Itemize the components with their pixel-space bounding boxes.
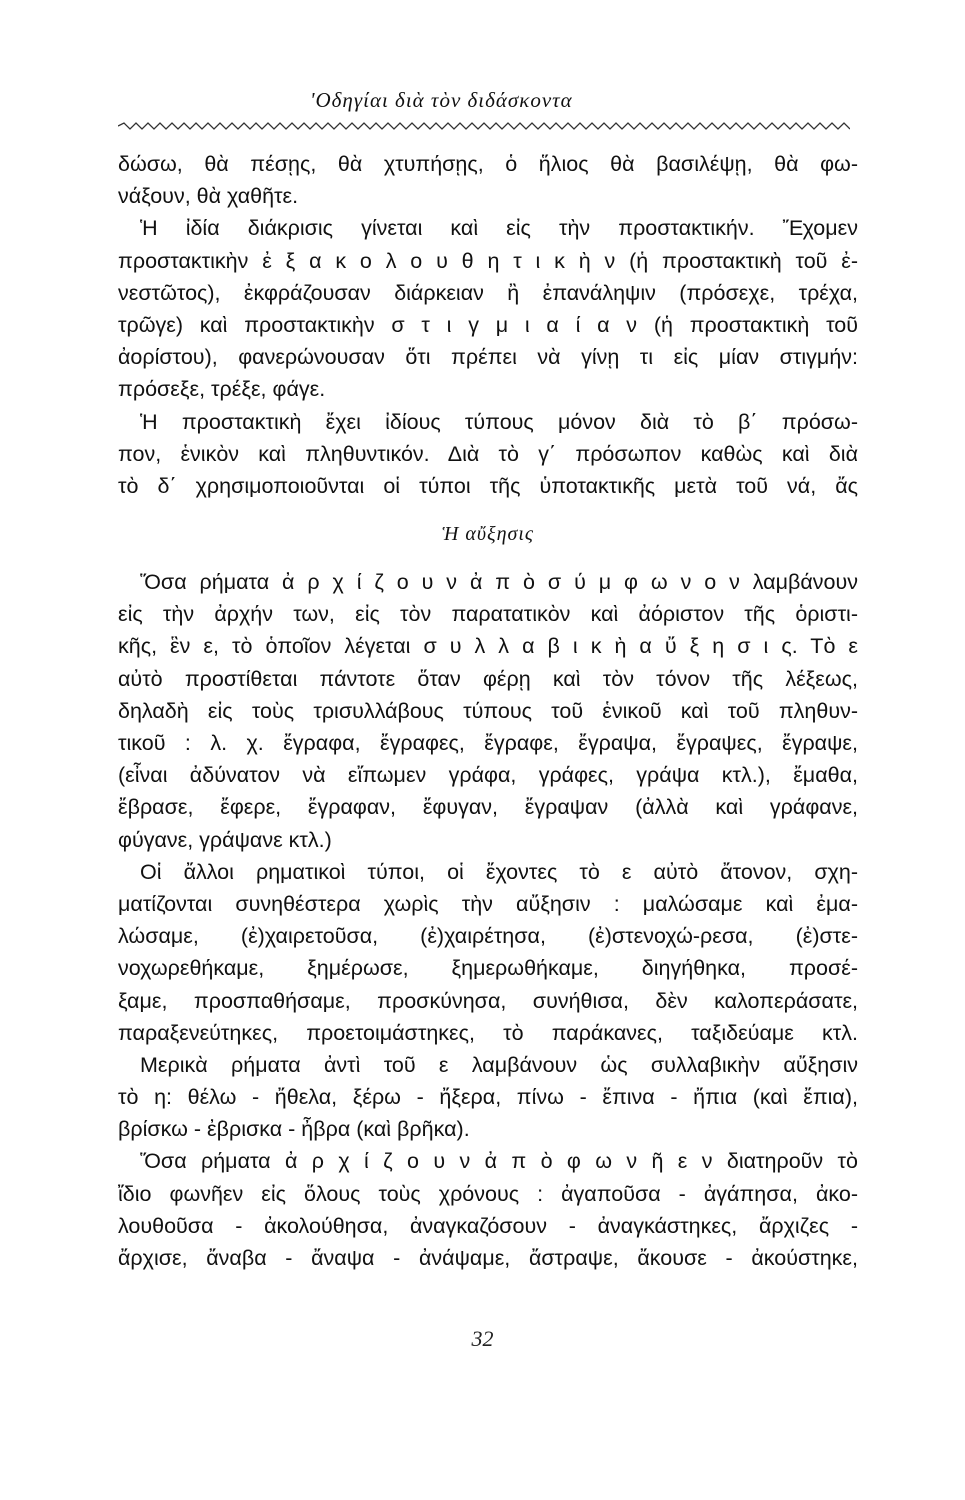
text-line: φύγανε, γράψανε κτλ.) (118, 827, 332, 852)
text-line: αὐτὸ προστίθεται πάντοτε ὅταν φέρῃ καὶ τὸν τόνον τῆς λέξεως, (118, 666, 858, 691)
wavy-header-rule (118, 122, 850, 130)
running-title: 'Οδηγίαι διὰ τὸν διδάσκοντα (310, 88, 573, 112)
text-line: ματίζονται συνηθέστερα χωρὶς τὴν αὔξησιν : μαλώσαμε καὶ ἐμα- (118, 891, 858, 916)
text-line: Μερικὰ ρήματα ἀντὶ τοῦ ε λαμβάνουν ὡς συλλαβικὴν αὔξησιν (140, 1052, 858, 1077)
text-line: ἀορίστου), φανερώνουσαν ὅτι πρέπει νὰ γίνῃ τι εἰς μίαν στιγμήν: (118, 345, 858, 370)
section-heading: Ἡ αὔξησις (441, 523, 535, 546)
text-line: ἔβρασε, ἔφερε, ἔγραφαν, ἔφυγαν, ἔγραψαν (ἀλλὰ καὶ γράφανε, (118, 795, 858, 820)
text-line: ξαμε, προσπαθήσαμε, προσκύνησα, συνήθισα, δὲν καλοπεράσατε, (118, 988, 858, 1013)
text-line: λουθοῦσα - ἀκολούθησα, ἀναγκαζόσουν - ἀναγκάστηκες, ἄρχιζες - (118, 1213, 858, 1238)
text-line: νάξουν, θὰ χαθῆτε. (118, 184, 299, 209)
text-line: κῆς, ἓν ε, τὸ ὁποῖον λέγεται σ υ λ λ α β ι κ ὴ α ὔ ξ η σ ι ς. Τὸ ε (118, 634, 858, 659)
text-line: Ὅσα ρήματα ἀ ρ χ ί ζ ο υ ν ἀ π ὸ σ ύ μ φ ω ν ο ν λαμβάνουν (140, 570, 858, 595)
text-line: νεστῶτος), ἐκφράζουσαν διάρκειαν ἢ ἐπανάληψιν (πρόσεχε, τρέχα, (118, 280, 858, 305)
text-line: ἄρχισε, ἄναβα - ἄναψα - ἀνάψαμε, ἄστραψε, ἄκουσε - ἀκούστηκε, (118, 1246, 858, 1270)
text-line: (εἶναι ἀδύνατον νὰ εἴπωμεν γράφα, γράφες, γράψα κτλ.), ἔμαθα, (118, 763, 858, 788)
text-line: τὸ δ΄ χρησιμοποιοῦνται οἱ τύποι τῆς ὑποτακτικῆς μετὰ τοῦ νά, ἄς (118, 473, 858, 498)
text-line: Οἱ ἄλλοι ρηματικοὶ τύποι, οἱ ἔχοντες τὸ ε αὐτὸ ἄτονον, σχη- (140, 859, 858, 884)
text-line: βρίσκω - ἐβρισκα - ἦβρα (καὶ βρῆκα). (118, 1117, 470, 1142)
page-number: 32 (471, 1326, 494, 1351)
text-line: τικοῦ : λ. χ. ἔγραφα, ἔγραφες, ἔγραφε, ἔγραψα, ἔγραψες, ἔγραψε, (118, 731, 858, 755)
text-line: πρόσεξε, τρέξε, φάγε. (118, 377, 326, 402)
text-line: ἴδιο φωνῆεν εἰς ὅλους τοὺς χρόνους : ἀγαποῦσα - ἀγάπησα, ἀκο- (118, 1181, 858, 1206)
text-line: Ἡ προστακτικὴ ἔχει ἰδίους τύπους μόνον διὰ τὸ β΄ πρόσω- (140, 409, 858, 434)
text-line: δηλαδὴ εἰς τοὺς τρισυλλάβους τύπους τοῦ ἑνικοῦ καὶ τοῦ πληθυν- (118, 698, 858, 723)
text-line: τὸ η: θέλω - ἤθελα, ξέρω - ἤξερα, πίνω - ἔπινα - ἤπια (καὶ ἔπια), (118, 1085, 858, 1110)
text-line: εἰς τὴν ἀρχήν των, εἰς τὸν παρατατικὸν καὶ ἀόριστον τῆς ὁριστι- (118, 602, 858, 627)
text-line: παραξενεύτηκες, προετοιμάστηκες, τὸ παράκανες, ταξιδεύαμε κτλ. (118, 1020, 858, 1045)
text-line: δώσω, θὰ πέσῃς, θὰ χτυπήσῃς, ὁ ἥλιος θὰ βασιλέψῃ, θὰ φω- (118, 152, 858, 176)
text-line: Ὅσα ρήματα ἀ ρ χ ί ζ ο υ ν ἀ π ὸ φ ω ν ῆ ε ν διατηροῦν τὸ (140, 1149, 858, 1174)
text-line: νοχωρεθήκαμε, ξημέρωσε, ξημερωθήκαμε, διηγήθηκα, προσέ- (118, 956, 858, 981)
text-line: πον, ἑνικὸν καὶ πληθυντικόν. Διὰ τὸ γ΄ πρόσωπον καθὼς καὶ διὰ (118, 441, 858, 466)
text-line: τρῶγε) καὶ προστακτικὴν σ τ ι γ μ ι α ί α ν (ἡ προστακτικὴ τοῦ (118, 312, 858, 337)
text-line: Ἡ ἰδία διάκρισις γίνεται καὶ εἰς τὴν προστακτικήν. Ἔχομεν (140, 216, 858, 241)
body-text (118, 148, 858, 1274)
text-line: λώσαμε, (ἐ)χαιρετοῦσα, (ἐ)χαιρέτησα, (ἐ)στενοχώ-ρεσα, (ἐ)στε- (118, 924, 858, 949)
text-line: προστακτικὴν ἐ ξ α κ ο λ ο υ θ η τ ι κ ὴ ν (ἡ προστακτικὴ τοῦ ἐ- (118, 248, 858, 273)
